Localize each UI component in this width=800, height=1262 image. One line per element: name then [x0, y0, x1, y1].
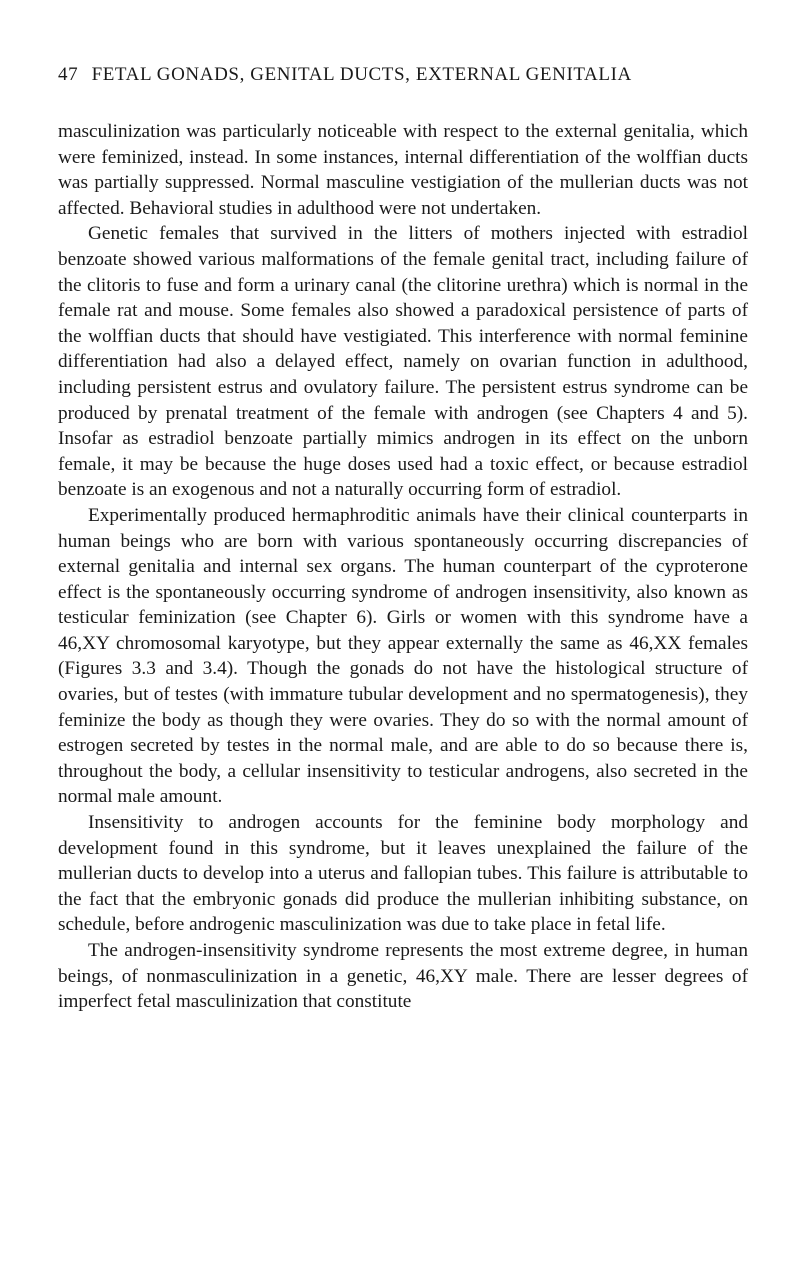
paragraph: Genetic females that survived in the litters of mothers injected with estradiol benzoate showed various malformations of the female genital tract, including failure of the clitoris to fuse and form a urinary canal (the clitorine urethra) which is normal in the female rat and mouse. Some females also showed a paradoxical persistence of parts of the wolffian ducts that should have vestigiated. This interference with normal feminine differentiation had also a delayed effect, namely on ovarian function in adulthood, including persistent estrus and ovulatory failure. The persistent estrus syndrome can be produced by prenatal treatment of the female with androgen (see Chapters 4 and 5). Insofar as estradiol benzoate partially mimics androgen in its effect on the unborn female, it may be because the huge doses used had a toxic effect, or because estradiol benzoate is an exogenous and not a naturally occurring form of estradiol.	[58, 223, 748, 501]
chapter-title: FETAL GONADS, GENITAL DUCTS, EXTERNAL GENITALIA	[91, 64, 632, 85]
body-text	[58, 119, 748, 1015]
paragraph: Experimentally produced hermaphroditic animals have their clinical counterparts in human beings who are born with various spontaneously occurring discrepancies of external genitalia and internal sex organs. The human counterpart of the cyproterone effect is the spontaneously occurring syndrome of androgen insensitivity, also known as testicular feminization (see Chapter 6). Girls or women with this syndrome have a 46,XY chromosomal karyotype, but they appear externally the same as 46,XX females (Figures 3.3 and 3.4). Though the gonads do not have the histological structure of ovaries, but of testes (with immature tubular development and no spermatogenesis), they feminize the body as though they were ovaries. They do so with the normal amount of estrogen secreted by testes in the normal male, and are able to do so because there is, throughout the body, a cellular insensitivity to testicular androgens, also secreted in the normal male amount.	[58, 504, 748, 808]
paragraph: Insensitivity to androgen accounts for the feminine body morphology and development found in this syndrome, but it leaves unexplained the failure of the mullerian ducts to develop into a uterus and fallopian tubes. This failure is attributable to the fact that the embryonic gonads did produce the mullerian inhibiting substance, on schedule, before androgenic masculinization was due to take place in fetal life.	[58, 812, 748, 936]
page-number: 47	[58, 64, 79, 85]
paragraph: masculinization was particularly noticeable with respect to the external genitalia, which were feminized, instead. In some instances, internal differentiation of the wolffian ducts was partially suppressed. Normal masculine vestigiation of the mullerian ducts was not affected. Behavioral studies in adulthood were not undertaken.	[58, 121, 748, 219]
book-page	[58, 64, 748, 1015]
paragraph: The androgen-insensitivity syndrome represents the most extreme degree, in human beings, of nonmasculinization in a genetic, 46,XY male. There are lesser degrees of imperfect fetal masculinization that constitute	[58, 940, 748, 1013]
running-head	[58, 64, 748, 86]
